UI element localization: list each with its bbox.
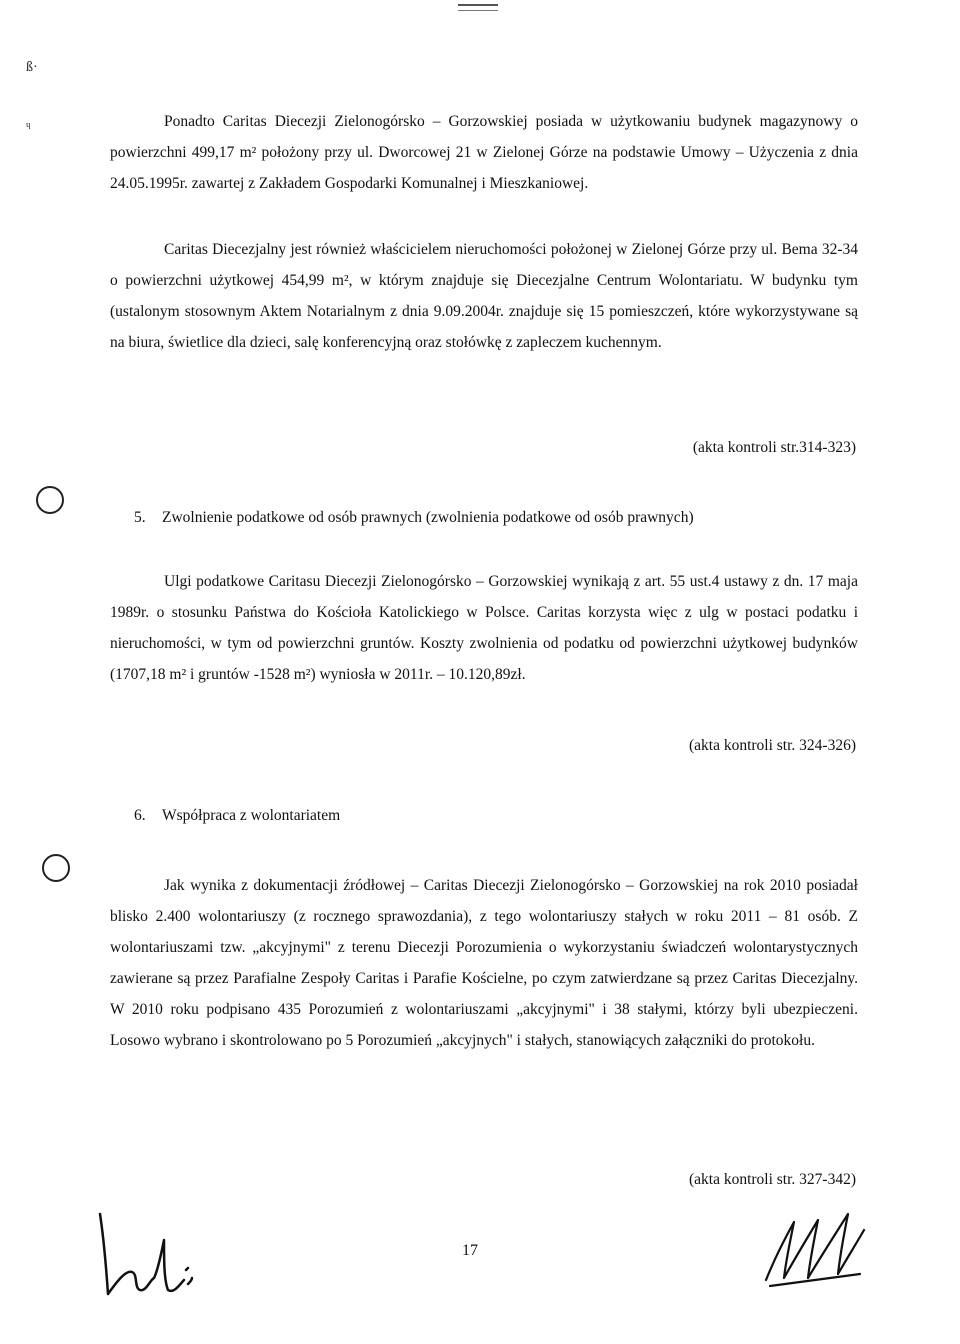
punch-hole-upper bbox=[36, 486, 64, 514]
section-title-6: Współpraca z wolontariatem bbox=[162, 807, 341, 824]
handwritten-signature-left bbox=[88, 1210, 208, 1300]
paragraph-tax-relief: Ulgi podatkowe Caritasu Diecezji Zielonogórsko – Gorzowskiej wynikają z art. 55 ust.4 ustawy z dn. 17 maja 1989r. o stosunku Państwa do Kościoła Katolickiego w Polsce. Caritas korzysta więc z ulg w postaci podatku i nieruchomości, w tym od powierzchni gruntów. Koszty zwolnienia od podatku od powierzchni użytkowej budynków (1707,18 m² i gruntów -1528 m²) wyniosła w 2011r. – 10.120,89zł. bbox=[110, 573, 858, 683]
scan-top-mark bbox=[458, 4, 498, 11]
section-number-5: 5. bbox=[134, 509, 146, 526]
section-number-6: 6. bbox=[134, 807, 146, 824]
paragraph-volunteers: Jak wynika z dokumentacji źródłowej – Caritas Diecezji Zielonogórsko – Gorzowskiej na rok 2010 posiadał blisko 2.400 wolontariuszy (z rocznego sprawozdania), z tego wolontariuszy stałych w roku 2011 – 81 osób. Z wolontariuszami tzw. „akcyjnymi" z terenu Diecezji Porozumienia o wykorzystaniu świadczeń wolontarystycznych zawierane są przez Parafialne Zespoły Caritas i Parafie Kościelne, po czym zatwierdzane są przez Caritas Diecezjalny. W 2010 roku podpisano 435 Porozumień z wolontariuszami „akcyjnymi" i 38 stałymi, którzy byli ubezpieczeni. Losowo wybrano i skontrolowano po 5 Porozumień „akcyjnych" i stałych, stanowiących załączniki do protokołu. bbox=[110, 877, 858, 1049]
margin-mark-1: ß· bbox=[26, 60, 38, 75]
reference-files-3: (akta kontroli str. 327-342) bbox=[688, 1171, 856, 1188]
reference-files-1: (akta kontroli str.314-323) bbox=[692, 439, 856, 456]
paragraph-warehouse: Ponadto Caritas Diecezji Zielonogórsko – Gorzowskiej posiada w użytkowaniu budynek magazynowy o powierzchni 499,17 m² położony przy ul. Dworcowej 21 w Zielonej Górze na podstawie Umowy – Użyczenia z dnia 24.05.1995r. zawartej z Zakładem Gospodarki Komunalnej i Mieszkaniowej. bbox=[110, 113, 858, 192]
section-heading-5 bbox=[134, 506, 694, 530]
section-heading-6 bbox=[134, 804, 340, 828]
section-title-5: Zwolnienie podatkowe od osób prawnych (zwolnienia podatkowe od osób prawnych) bbox=[162, 509, 694, 526]
punch-hole-lower bbox=[42, 854, 70, 882]
paragraph-volunteer-centre: Caritas Diecezjalny jest również właścicielem nieruchomości położonej w Zielonej Górze przy ul. Bema 32-34 o powierzchni użytkowej 454,99 m², w którym znajduje się Diecezjalne Centrum Wolontariatu. W budynku tym (ustalonym stosownym Aktem Notarialnym z dnia 9.09.2004r. znajduje się 15 pomieszczeń, które wykorzystywane są na biura, świetlice dla dzieci, salę konferencyjną oraz stołówkę z zapleczem kuchennym. bbox=[110, 241, 858, 351]
page-number: 17 bbox=[462, 1242, 478, 1259]
reference-files-2: (akta kontroli str. 324-326) bbox=[688, 737, 856, 754]
margin-mark-2: ᶣ bbox=[26, 120, 31, 135]
handwritten-signature-right bbox=[760, 1200, 870, 1290]
